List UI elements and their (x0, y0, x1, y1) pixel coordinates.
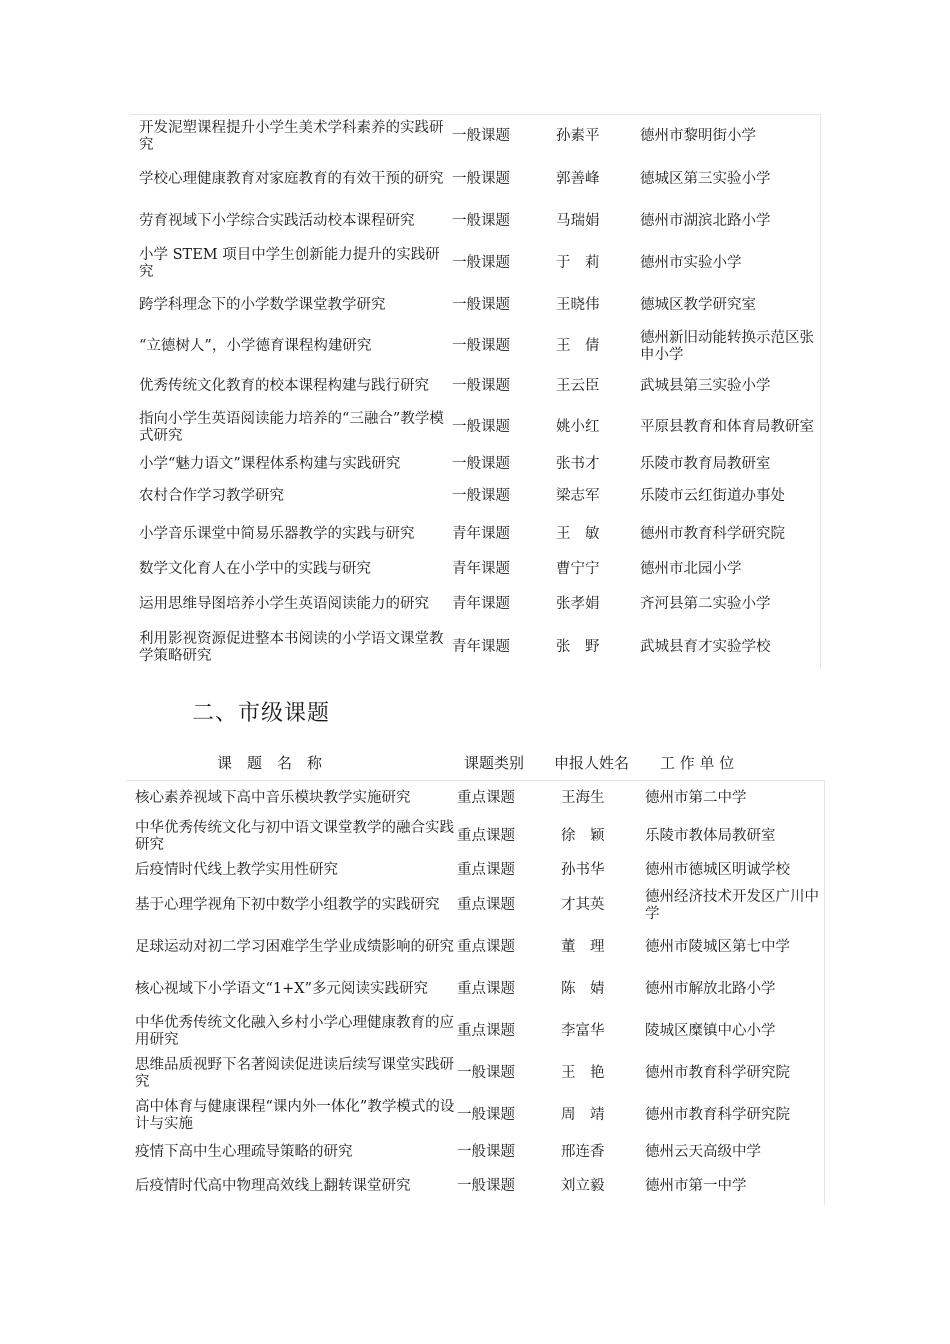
work-unit-cell: 陵城区糜镇中心小学 (645, 1023, 776, 1039)
table-row (130, 115, 820, 159)
table-row (130, 201, 820, 243)
applicant-name-cell: 孙素平 (556, 128, 600, 145)
header-applicant-name: 申报人姓名 (554, 754, 630, 772)
topic-category-cell: 一般课题 (452, 297, 510, 313)
topic-category-cell: 一般课题 (452, 488, 510, 504)
topic-category-cell: 重点课题 (457, 1023, 515, 1039)
topic-category-cell: 一般课题 (457, 1065, 515, 1081)
applicant-name-cell: 王 艳 (561, 1065, 605, 1081)
topic-name-cell: “立德树人”，小学德育课程构建研究 (139, 338, 372, 354)
topic-category-cell: 一般课题 (452, 171, 510, 187)
applicant-name-cell: 才其英 (561, 897, 605, 913)
topic-name-cell: 跨学科理念下的小学数学课堂教学研究 (139, 297, 386, 313)
table-row (126, 1053, 824, 1095)
work-unit-cell: 德州市湖滨北路小学 (640, 213, 771, 229)
table-row (126, 1137, 824, 1169)
table-row (126, 857, 824, 885)
topic-category-cell: 重点课题 (457, 981, 515, 997)
topic-category-cell: 一般课题 (452, 456, 510, 472)
topic-category-cell: 一般课题 (457, 1144, 515, 1160)
work-unit-cell: 德州市第一中学 (645, 1178, 747, 1194)
work-unit-cell: 德城区教学研究室 (640, 297, 756, 313)
table-row (130, 627, 820, 669)
topic-category-cell: 重点课题 (457, 790, 515, 807)
applicant-name-cell: 董 理 (561, 939, 605, 955)
topic-name-cell: 核心素养视域下高中音乐模块教学实施研究 (135, 790, 411, 807)
applicant-name-cell: 张 野 (556, 639, 600, 655)
table-row (126, 781, 824, 817)
topic-category-cell: 重点课题 (457, 828, 515, 844)
table-row (130, 285, 820, 327)
topic-name-cell: 学校心理健康教育对家庭教育的有效干预的研究 (139, 171, 444, 187)
topic-category-cell: 青年课题 (452, 639, 510, 655)
table-row (126, 1095, 824, 1137)
applicant-name-cell: 郭善峰 (556, 171, 600, 187)
work-unit-cell: 德州市德城区明诚学校 (645, 862, 790, 878)
table-row (130, 449, 820, 481)
work-unit-cell: 德州市解放北路小学 (645, 981, 776, 997)
applicant-name-cell: 王 倩 (556, 338, 600, 354)
topic-name-cell: 中华优秀传统文化与初中语文课堂教学的融合实践研究 (135, 819, 454, 853)
topic-name-cell: 指向小学生英语阅读能力培养的“三融合”教学模式研究 (139, 410, 444, 444)
work-unit-cell: 德州市教育科学研究院 (645, 1107, 790, 1123)
work-unit-cell: 德州市教育科学研究院 (645, 1065, 790, 1081)
city-topics-table (126, 780, 825, 1205)
header-topic-category: 课题类别 (464, 754, 525, 772)
topic-name-cell: 利用影视资源促进整本书阅读的小学语文课堂教学策略研究 (139, 630, 444, 664)
topic-name-cell: 劳育视域下小学综合实践活动校本课程研究 (139, 213, 415, 229)
county-topics-table (130, 114, 821, 669)
applicant-name-cell: 邢连香 (561, 1144, 605, 1160)
topic-name-cell: 小学“魅力语文”课程体系构建与实践研究 (139, 456, 401, 472)
work-unit-cell: 齐河县第二实验小学 (640, 596, 771, 612)
topic-name-cell: 运用思维导图培养小学生英语阅读能力的研究 (139, 596, 429, 612)
topic-category-cell: 重点课题 (457, 862, 515, 878)
applicant-name-cell: 孙书华 (561, 862, 605, 878)
applicant-name-cell: 李富华 (561, 1023, 605, 1039)
table-row (126, 927, 824, 969)
topic-name-cell: 数学文化育人在小学中的实践与研究 (139, 561, 371, 577)
work-unit-cell: 乐陵市云红街道办事处 (640, 488, 785, 504)
applicant-name-cell: 王晓伟 (556, 297, 600, 313)
work-unit-cell: 武城县育才实验学校 (640, 639, 771, 655)
table-row (126, 969, 824, 1011)
topic-name-cell: 中华优秀传统文化融入乡村小学心理健康教育的应用研究 (135, 1014, 454, 1048)
topic-category-cell: 一般课题 (452, 419, 510, 435)
applicant-name-cell: 马瑞娟 (556, 213, 600, 229)
applicant-name-cell: 刘立毅 (561, 1178, 605, 1194)
table-row (130, 159, 820, 201)
work-unit-cell: 德州新旧动能转换示范区张申小学 (640, 329, 814, 363)
work-unit-cell: 德州市教育科学研究院 (640, 526, 785, 542)
table-row (130, 557, 820, 583)
topic-name-cell: 核心视域下小学语文“1+X”多元阅读实践研究 (135, 981, 429, 997)
applicant-name-cell: 姚小红 (556, 419, 600, 435)
work-unit-cell: 德州市第二中学 (645, 790, 747, 807)
topic-name-cell: 后疫情时代高中物理高效线上翻转课堂研究 (135, 1178, 411, 1194)
county-topics-table-body (130, 115, 820, 669)
topic-category-cell: 一般课题 (452, 378, 510, 394)
topic-category-cell: 一般课题 (457, 1178, 515, 1194)
table-row (130, 243, 820, 285)
topic-category-cell: 一般课题 (452, 213, 510, 229)
applicant-name-cell: 陈 婧 (561, 981, 605, 997)
applicant-name-cell: 张书才 (556, 456, 600, 472)
work-unit-cell: 德城区第三实验小学 (640, 171, 771, 187)
topic-category-cell: 一般课题 (452, 128, 510, 145)
header-work-unit: 工 作 单 位 (660, 754, 735, 772)
topic-category-cell: 青年课题 (452, 526, 510, 542)
table-row (126, 1169, 824, 1205)
table-row (130, 367, 820, 407)
topic-name-cell: 优秀传统文化教育的校本课程构建与践行研究 (139, 378, 429, 394)
work-unit-cell: 德州市陵城区第七中学 (645, 939, 790, 955)
topic-category-cell: 一般课题 (457, 1107, 515, 1123)
topic-name-cell: 小学音乐课堂中简易乐器教学的实践与研究 (139, 526, 415, 542)
topic-name-cell: 高中体育与健康课程“课内外一体化”教学模式的设计与实施 (135, 1098, 455, 1132)
table-row (130, 327, 820, 367)
topic-category-cell: 重点课题 (457, 897, 515, 913)
applicant-name-cell: 王海生 (561, 790, 605, 807)
applicant-name-cell: 周 靖 (561, 1107, 605, 1123)
table-row (130, 583, 820, 627)
applicant-name-cell: 王 敏 (556, 526, 600, 542)
table-row (130, 407, 820, 449)
topic-name-cell: 后疫情时代线上教学实用性研究 (135, 862, 338, 878)
topic-name-cell: 开发泥塑课程提升小学生美术学科素养的实践研究 (139, 119, 444, 153)
applicant-name-cell: 曹宁宁 (556, 561, 600, 577)
topic-category-cell: 青年课题 (452, 561, 510, 577)
work-unit-cell: 德州云天高级中学 (645, 1144, 761, 1160)
applicant-name-cell: 王云臣 (556, 378, 600, 394)
work-unit-cell: 武城县第三实验小学 (640, 378, 771, 394)
table-row (126, 1011, 824, 1053)
table-row (126, 817, 824, 857)
topic-name-cell: 疫情下高中生心理疏导策略的研究 (135, 1144, 353, 1160)
table-row (126, 885, 824, 927)
work-unit-cell: 乐陵市教体局教研室 (645, 828, 776, 844)
work-unit-cell: 德州经济技术开发区广川中学 (645, 888, 819, 922)
applicant-name-cell: 梁志军 (556, 488, 600, 504)
topic-name-cell: 小学 STEM 项目中学生创新能力提升的实践研究 (139, 246, 440, 280)
topic-name-cell: 思维品质视野下名著阅读促进读后续写课堂实践研究 (135, 1056, 454, 1090)
applicant-name-cell: 徐 颖 (561, 828, 605, 844)
work-unit-cell: 德州市实验小学 (640, 255, 742, 271)
topic-name-cell: 基于心理学视角下初中数学小组教学的实践研究 (135, 897, 440, 913)
work-unit-cell: 乐陵市教育局教研室 (640, 456, 771, 472)
topic-category-cell: 一般课题 (452, 255, 510, 271)
topic-category-cell: 青年课题 (452, 596, 510, 612)
topic-name-cell: 足球运动对初二学习困难学生学业成绩影响的研究 (135, 939, 454, 955)
work-unit-cell: 德州市北园小学 (640, 561, 742, 577)
city-topics-table-body (126, 781, 824, 1205)
applicant-name-cell: 张孝娟 (556, 596, 600, 612)
section-title: 二、市级课题 (192, 701, 331, 726)
work-unit-cell: 平原县教育和体育局教研室 (640, 419, 814, 435)
header-topic-name: 课 题 名 称 (217, 754, 323, 772)
topic-category-cell: 重点课题 (457, 939, 515, 955)
table-row (130, 481, 820, 513)
topic-name-cell: 农村合作学习教学研究 (139, 488, 284, 504)
table-row (130, 513, 820, 557)
work-unit-cell: 德州市黎明街小学 (640, 128, 756, 145)
topic-category-cell: 一般课题 (452, 338, 510, 354)
applicant-name-cell: 于 莉 (556, 255, 600, 271)
